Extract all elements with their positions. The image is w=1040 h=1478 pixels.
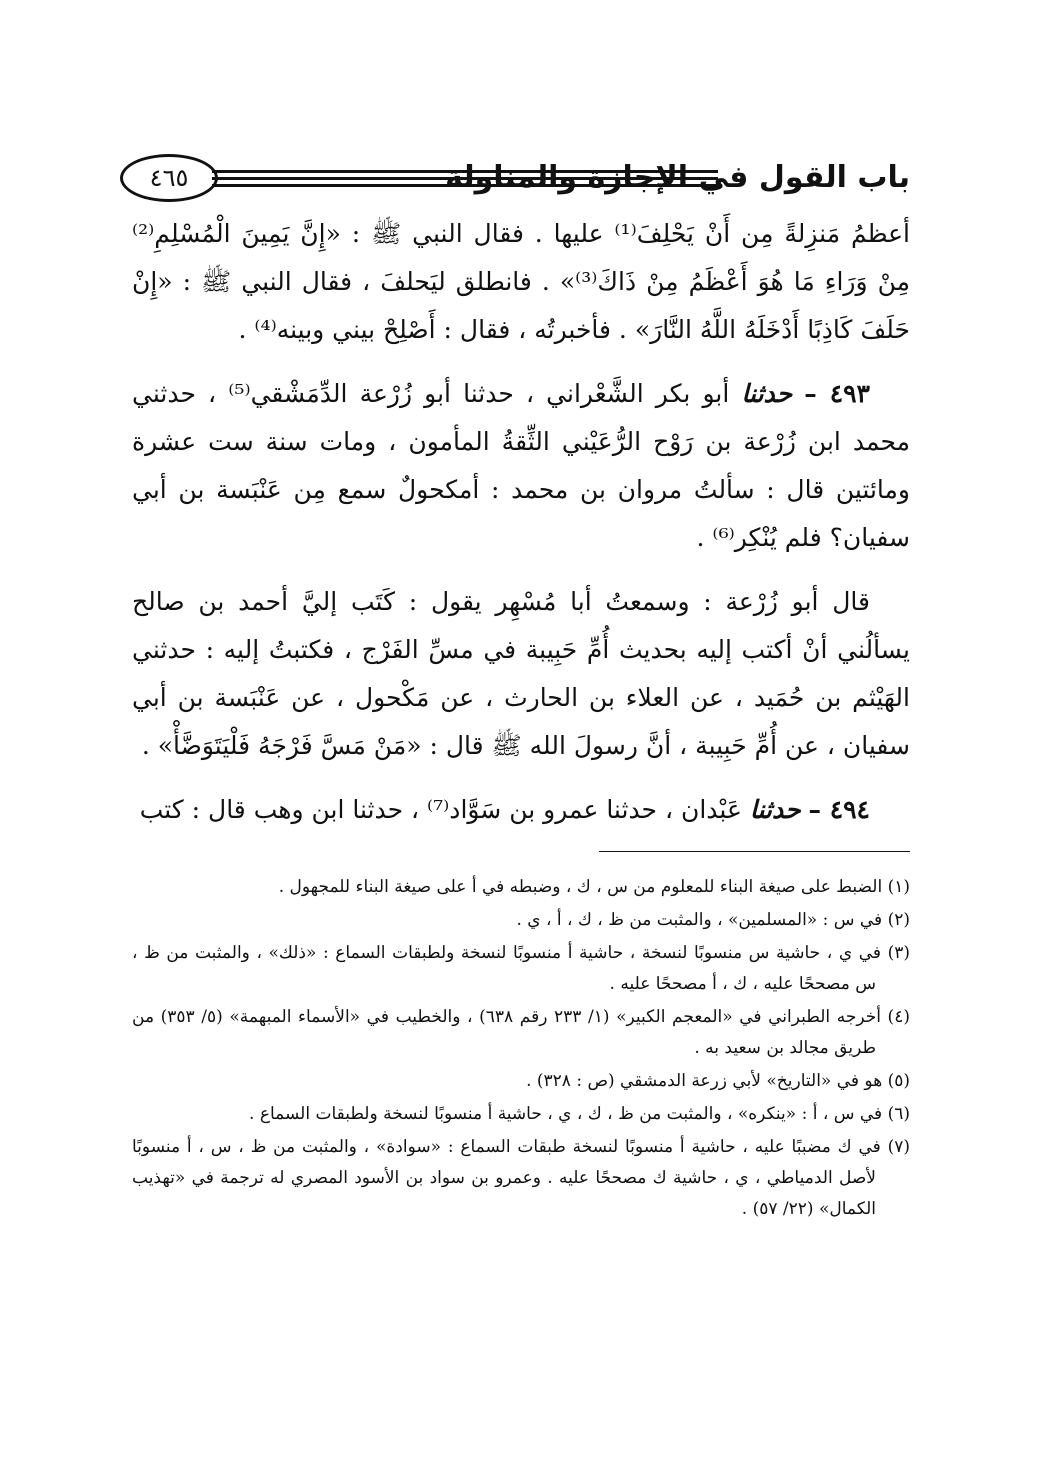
main-text: [132, 210, 910, 850]
header-rule: [212, 170, 718, 173]
page-number-oval: [120, 154, 218, 202]
footnote-separator: [599, 851, 910, 852]
hadith-text: أبو بكر الشَّعْراني ، حدثنا أبو زُرْعة الدِّمَشْقي⁽⁵⁾ ، حدثني محمد ابن زُرْعة بن رَوْح الرُّعَيْني الثِّقةُ المأمون ، ومات سنة ست عشرة ومائتين قال : سألتُ مروان بن محمد : أمكحولٌ سمع مِن عَنْبَسة بن أبي سفيان؟ فلم يُنْكِر⁽⁶⁾ .: [132, 379, 910, 552]
paragraph-abu-zura: قال أبو زُرْعة : وسمعتُ أبا مُسْهِر يقول : كَتَب إليَّ أحمد بن صالح يسألُني أنْ أكتب إليه بحديث أُمِّ حَبِيبة في مسِّ الفَرْج ، فكتبتُ إليه : حدثني الهَيْثم بن حُمَيد ، عن العلاء بن الحارث ، عن مَكْحول ، عن عَنْبَسة بن أبي سفيان ، عن أُمِّ حَبِيبة ، أنَّ رسولَ الله ﷺ قال : «مَنْ مَسَّ فَرْجَهُ فَلْيَتَوَضَّأْ» .: [132, 587, 910, 760]
haddathana-word: حدثنا: [749, 795, 801, 824]
header-rule: [212, 184, 718, 187]
footnote-4: (٤) أخرجه الطبراني في «المعجم الكبير» (١/ ٢٣٣ رقم ٦٣٨) ، والخطيب في «الأسماء المبهمة» (٥/ ٣٥٣) من طريق مجالد بن سعيد به .: [132, 1007, 910, 1058]
hadith-494: [132, 786, 910, 834]
footnote-2: (٢) في س : «المسلمين» ، والمثبت من ظ ، ك ، أ ، ي .: [516, 910, 910, 930]
header-rule: [212, 177, 718, 180]
haddathana-word: حدثنا: [741, 379, 793, 408]
page-header: [120, 150, 910, 212]
footnote-6: (٦) في س ، أ : «ينكره» ، والمثبت من ظ ، ك ، ي ، حاشية أ منسوبًا لنسخة ولطبقات السماع .: [249, 1104, 910, 1124]
hadith-text: عَبْدان ، حدثنا عمرو بن سَوَّاد⁽⁷⁾ ، حدثنا ابن وهب قال : كتب: [139, 795, 742, 824]
running-title: باب القول في الإجازة والمناولة: [445, 160, 910, 195]
footnote-7: (٧) في ك مضببًا عليه ، حاشية أ منسوبًا لنسخة طبقات السماع : «سوادة» ، والمثبت من ظ ، س ، أ منسوبًا لأصل الدمياطي ، ي ، حاشية ك مصححًا عليه . وعمرو بن سواد بن الأسود المصري له ترجمة في «تهذيب الكمال» (٢٢/ ٥٧) .: [132, 1137, 910, 1219]
hadith-493: [132, 370, 910, 562]
footnote-5: (٥) هو في «التاريخ» لأبي زرعة الدمشقي (ص : ٣٢٨) .: [526, 1071, 910, 1091]
paragraph-continuation: أعظمُ مَنزِلةً مِن أَنْ يَحْلِفَ⁽¹⁾ عليها . فقال النبي ﷺ : «إِنَّ يَمِينَ الْمُسْلِمِ⁽²⁾ مِنْ وَرَاءِ مَا هُوَ أَعْظَمُ مِنْ ذَاكَ⁽³⁾» . فانطلق ليَحلفَ ، فقال النبي ﷺ : «إِنْ حَلَفَ كَاذِبًا أَدْخَلَهُ اللَّهُ النَّارَ» . فأخبرتُه ، فقال : أَصْلِحْ بيني وبينه⁽⁴⁾ .: [132, 219, 910, 344]
footnote-3: (٣) في ي ، حاشية س منسوبًا لنسخة ، حاشية أ منسوبًا لنسخة ولطبقات السماع : «ذلك» ، والمثبت من ظ ، س مصححًا عليه ، ك ، أ مصححًا عليه .: [132, 943, 910, 994]
hadith-number: ٤٩٣ –: [804, 379, 870, 408]
footnotes: [132, 872, 910, 1227]
page-number: ٤٦٥: [149, 164, 189, 192]
footnote-1: (١) الضبط على صيغة البناء للمعلوم من س ، ك ، وضبطه في أ على صيغة البناء للمجهول .: [278, 877, 910, 897]
hadith-number: ٤٩٤ –: [808, 795, 870, 824]
